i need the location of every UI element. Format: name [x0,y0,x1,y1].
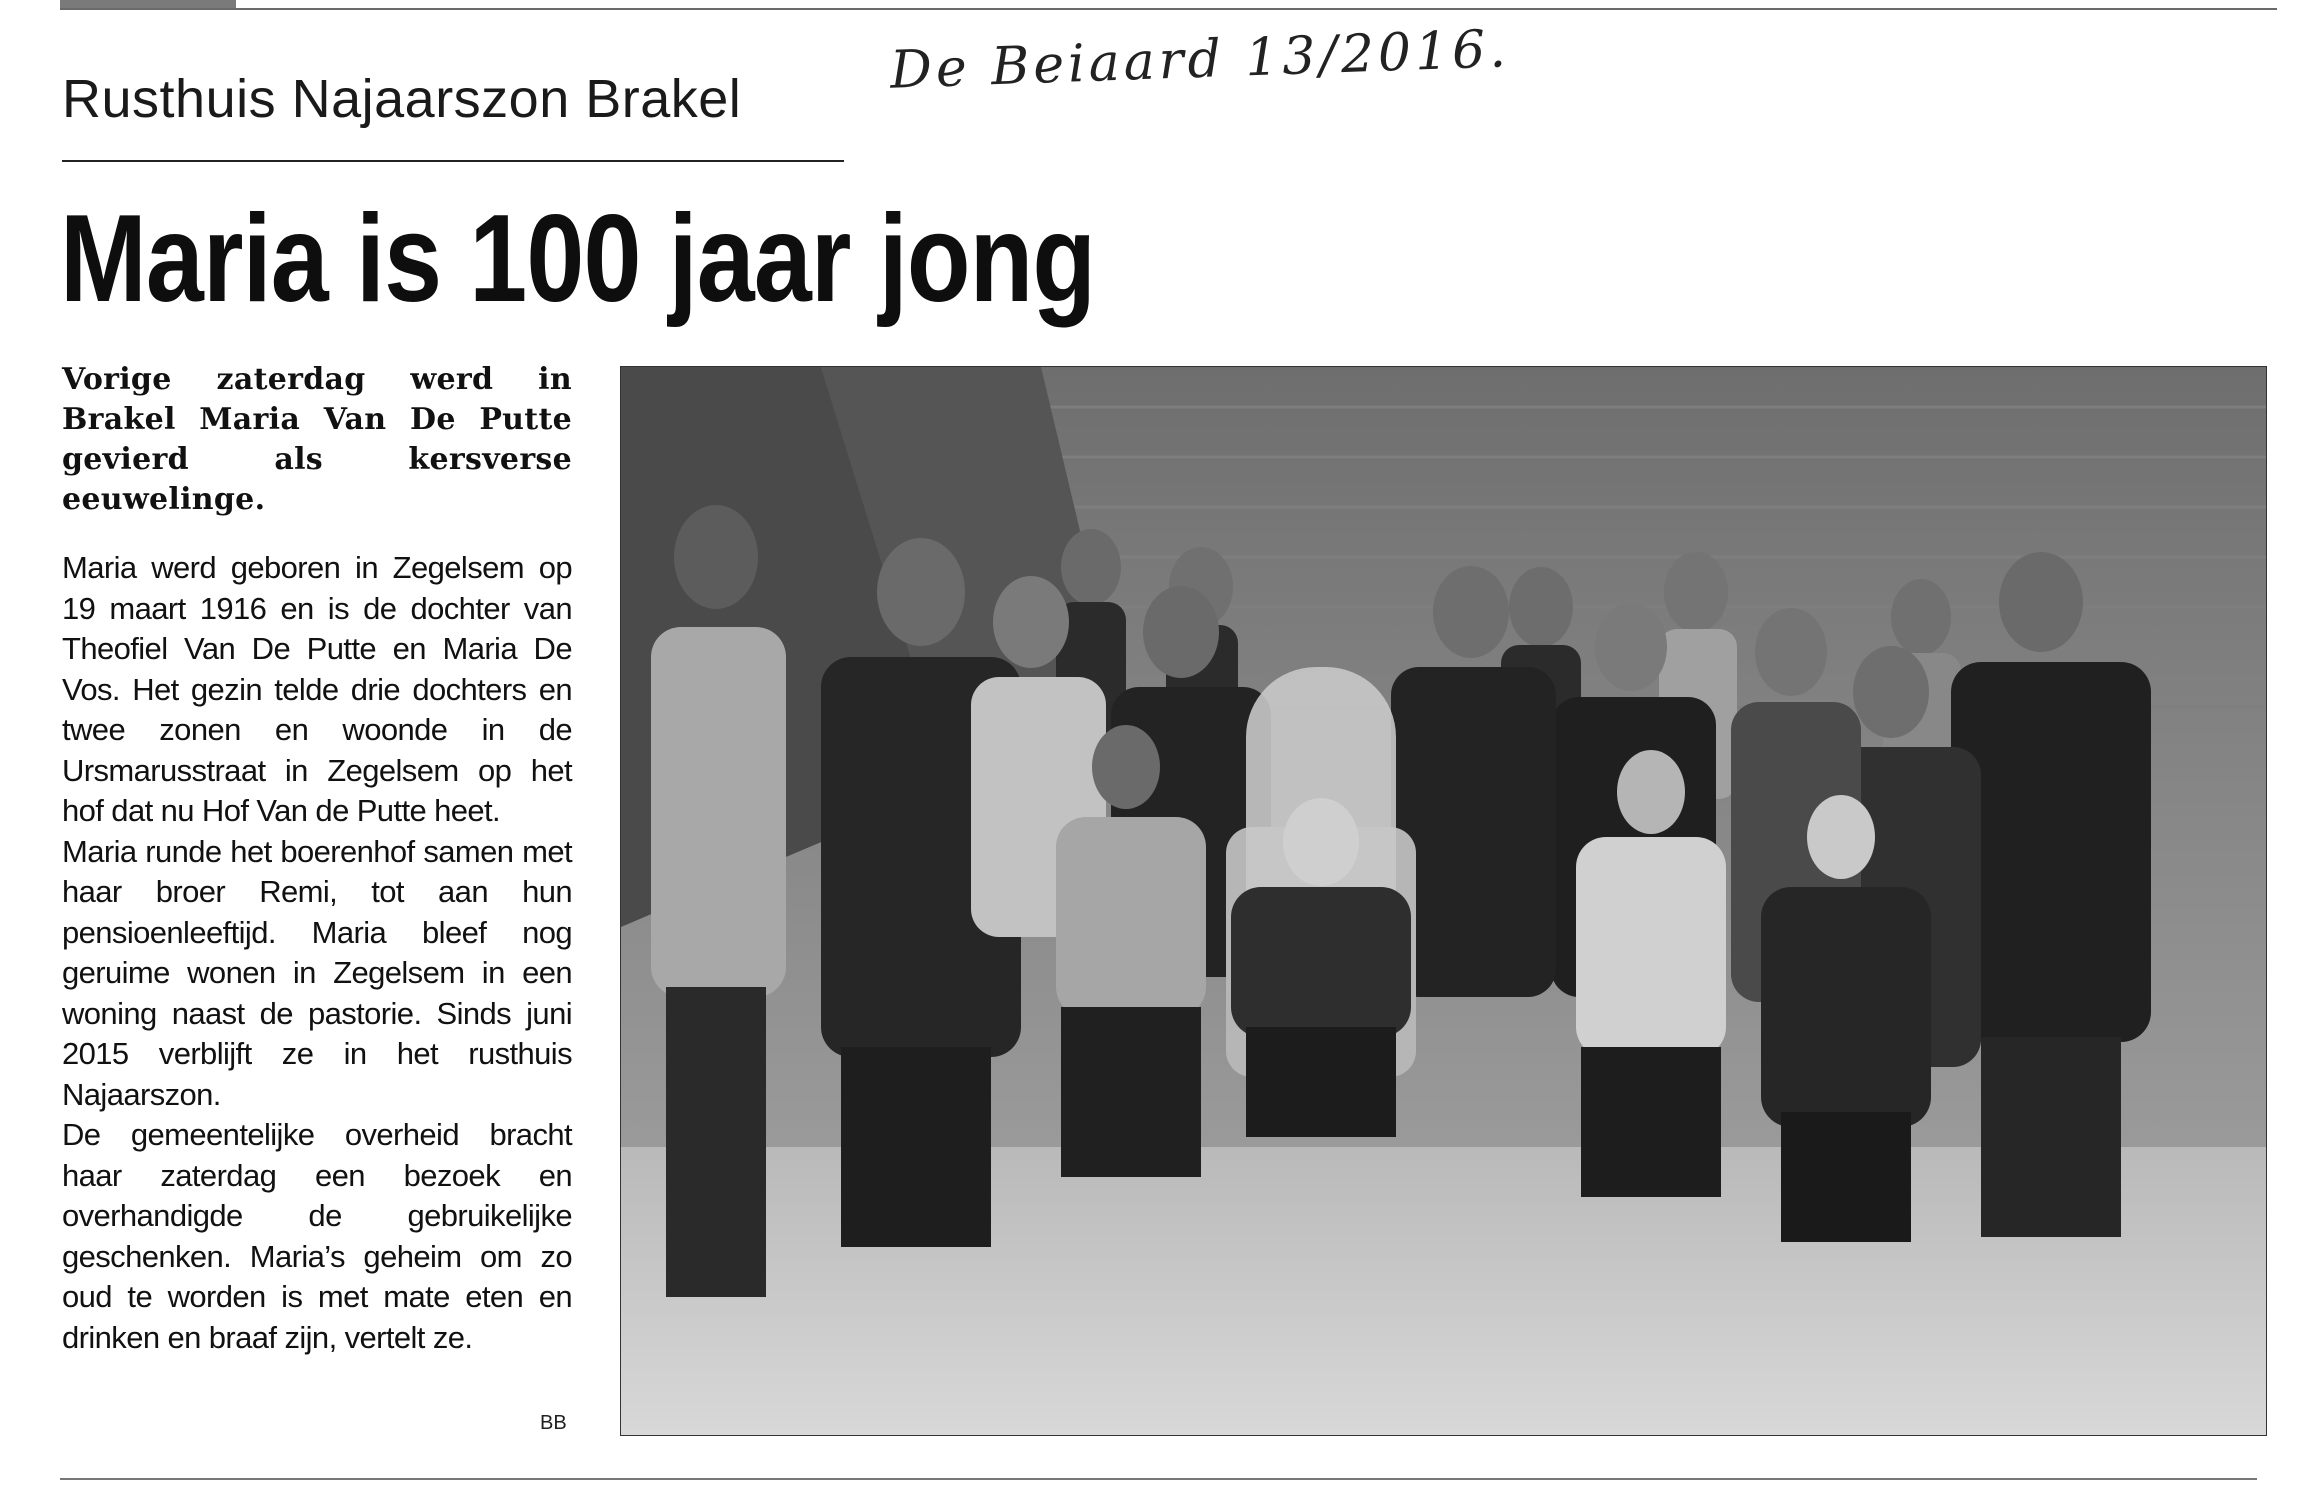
byline: BB [540,1412,567,1434]
headline: Maria is 100 jaar jong [60,190,1096,328]
bottom-rule [60,1478,2257,1480]
body-paragraph: De gemeentelijke overheid bracht haar zaterdag een bezoek en overhandigde de gebruikelijke geschenken. Maria’s geheim om zo oud te worden is met mate eten en drinken en braaf zijn, vertelt ze. [62,1117,572,1355]
group-photo [620,366,2267,1436]
kicker: Rusthuis Najaarszon Brakel [62,69,742,129]
body-paragraph: Maria werd geboren in Zegelsem op 19 maart 1916 en is de dochter van Theofiel Van De Putte en Maria De Vos. Het gezin telde drie dochters en twee zonen en woonde in de Ursmarusstraat in Zegelsem op het hof dat nu Hof Van de Putte heet. [62,550,572,828]
lead-paragraph: Vorige zaterdag werd in Brakel Maria Van De Putte gevierd als kersverse eeuwelinge. [62,362,572,517]
kicker-rule [62,160,844,162]
group-photo-illustration [621,367,2266,1435]
body-paragraph: Maria runde het boerenhof samen met haar broer Remi, tot aan hun pensioenleeftijd. Maria bleef nog geruime wonen in Zegelsem in een woning naast de pastorie. Sinds juni 2015 verblijft ze in het rusthuis Najaarszon. [62,833,572,1112]
handwritten-source-note: De Beiaard 13/2016. [889,19,1511,101]
body-text [62,548,572,1358]
top-rule [60,8,2277,10]
article-column [62,360,572,1358]
